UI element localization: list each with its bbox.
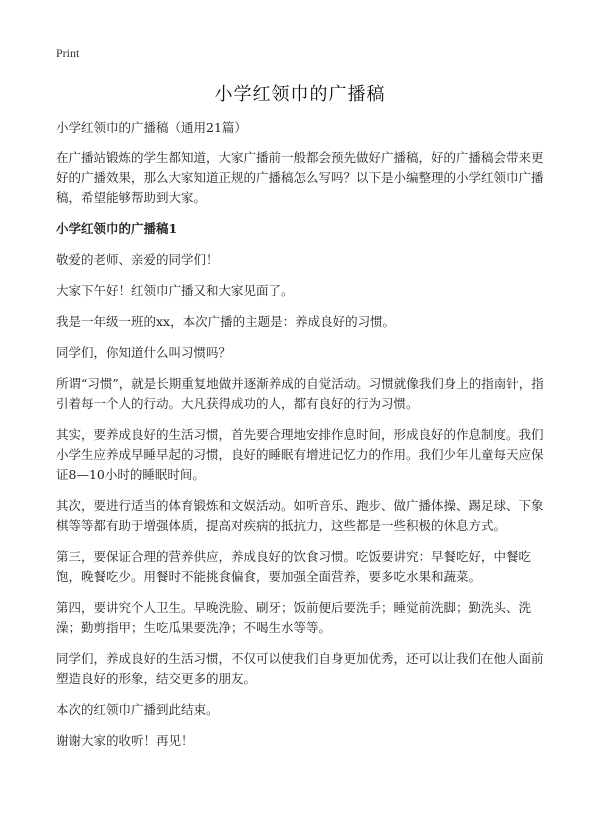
paragraph: 本次的红领巾广播到此结束。 [56,702,219,717]
paragraph: 同学们，养成良好的生活习惯，不仅可以使我们自身更加优秀，还可以让我们在他人面前塑造良好的形象，结交更多的朋友。 [56,651,544,686]
paragraph: 第四，要讲究个人卫生。早晚洗脸、刷牙；饭前便后要洗手；睡觉前洗脚；勤洗头、洗澡；勤剪指甲；生吃瓜果要洗净；不喝生水等等。 [56,600,532,635]
paragraph: 大家下午好！红领巾广播又和大家见面了。 [56,283,294,298]
paragraph: 我是一年级一班的xx，本次广播的主题是：养成良好的习惯。 [56,314,396,329]
paragraph: 敬爱的老师、亲爱的同学们！ [56,252,219,267]
paragraph: 其实，要养成良好的生活习惯，首先要合理地安排作息时间，形成良好的作息制度。我们小学生应养成早睡早起的习惯，良好的睡眠有增进记忆力的作用。我们少年儿童每天应保证8—10小时的睡眠时间。 [56,427,544,482]
document-title: 小学红领巾的广播稿 [214,84,386,105]
document-subtitle: 小学红领巾的广播稿（通用21篇） [56,120,247,135]
paragraph: 所谓“习惯”，就是长期重复地做并逐渐养成的自觉活动。习惯就像我们身上的指南针，指引着每一个人的行动。大凡获得成功的人，都有良好的行为习惯。 [56,376,544,411]
paragraph: 同学们，你知道什么叫习惯吗？ [56,345,232,360]
paragraph: 谢谢大家的收听！再见！ [56,733,194,748]
print-label: Print [56,46,80,60]
document-body [56,118,554,762]
intro-paragraph: 在广播站锻炼的学生都知道，大家广播前一般都会预先做好广播稿，好的广播稿会带来更好的广播效果，那么大家知道正规的广播稿怎么写吗？以下是小编整理的小学红领巾广播稿，希望能够帮助到大家。 [56,150,544,205]
paragraph: 第三，要保证合理的营养供应，养成良好的饮食习惯。吃饭要讲究：早餐吃好，中餐吃饱，晚餐吃少。用餐时不能挑食偏食，要加强全面营养，要多吃水果和蔬菜。 [56,549,532,584]
section-heading: 小学红领巾的广播稿1 [56,221,178,236]
paragraph: 其次，要进行适当的体育锻炼和文娱活动。如听音乐、跑步、做广播体操、踢足球、下象棋等等都有助于增强体质，提高对疾病的抵抗力，这些都是一些积极的休息方式。 [56,498,544,533]
